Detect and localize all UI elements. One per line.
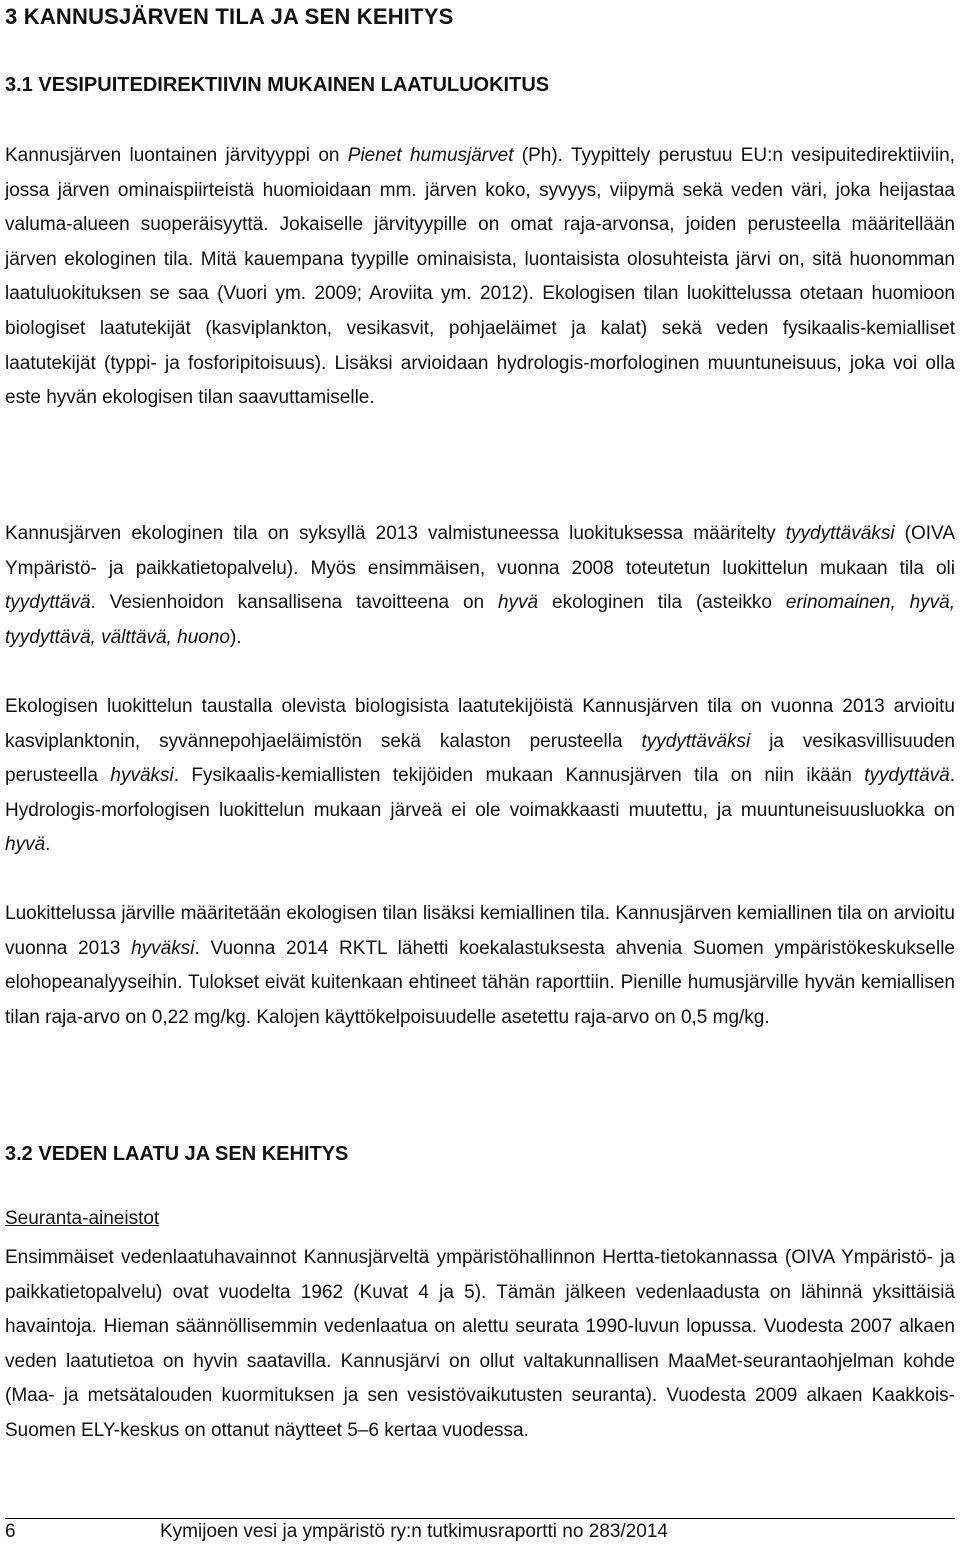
paragraph-1-text-a: Kannusjärven luontainen järvityyppi on bbox=[5, 145, 348, 166]
footer-text: Kymijoen vesi ja ympäristö ry:n tutkimusraportti no 283/2014 bbox=[160, 1521, 668, 1542]
paragraph-3-text-a: Ekologisen luokittelun taustalla olevista biologisista laatutekijöistä Kannusjärven tila on vuonna 2013 arvioitu kasviplanktonin, syvännepohjaeläimistön sekä kalaston perusteella bbox=[5, 696, 955, 752]
chapter-heading: 3 KANNUSJÄRVEN TILA JA SEN KEHITYS bbox=[5, 4, 454, 29]
paragraph-3-italic-c: tyydyttävä bbox=[864, 765, 950, 787]
subheading-seuranta-aineistot: Seuranta-aineistot bbox=[5, 1208, 160, 1229]
paragraph-5: Ensimmäiset vedenlaatuhavainnot Kannusjärveltä ympäristöhallinnon Hertta-tietokannassa (OIVA Ympäristö- ja paikkatietopalvelu) ovat vuodelta 1962 (Kuvat 4 ja 5). Tämän jälkeen vedenlaadusta on lähinnä yksittäisiä havaintoja. Hieman säännöllisemmin vedenlaatua on alettu seurata 1990-luvun lopussa. Vuodesta 2007 alkaen veden laatutietoa on hyvin saatavilla. Kannusjärvi on ollut valtakunnallisen MaaMet-seurantaohjelman kohde (Maa- ja metsätalouden kuormituksen ja sen vesistövaikutusten seuranta). Vuodesta 2009 alkaen Kaakkois-Suomen ELY-keskus on ottanut näytteet 5–6 kertaa vuodessa. bbox=[5, 1247, 955, 1441]
paragraph-3-text-d: . Hydrologis-morfologisen luokittelun mukaan järveä ei ole voimakkaasti muutettu, ja muuntuneisuusluokka on bbox=[5, 765, 956, 821]
paragraph-4-text-a: Luokittelussa järville määritetään ekologisen tilan lisäksi kemiallinen tila. Kannusjärven kemiallinen tila on arvioitu vuonna 2013 bbox=[5, 903, 955, 959]
paragraph-2-text-a: Kannusjärven ekologinen tila on syksyllä 2013 valmistuneessa luokituksessa määritelty bbox=[5, 523, 786, 544]
paragraph-4 bbox=[5, 897, 955, 1035]
paragraph-2-italic-b: tyydyttävä bbox=[5, 592, 91, 614]
page-number: 6 bbox=[5, 1521, 16, 1542]
paragraph-2-italic-a: tyydyttäväksi bbox=[785, 523, 895, 544]
footer-divider bbox=[5, 1518, 955, 1519]
paragraph-2-text-b: (OIVA Ympäristö- ja paikkatietopalvelu). Myös ensimmäisen, vuonna 2008 toteutetun luokittelun mukaan tila oli bbox=[5, 523, 955, 579]
paragraph-2 bbox=[5, 517, 955, 655]
paragraph-4-italic-a: hyväksi bbox=[131, 937, 195, 959]
section-heading-3-1: 3.1 VESIPUITEDIREKTIIVIN MUKAINEN LAATULUOKITUS bbox=[5, 74, 550, 96]
paragraph-3-italic-a: tyydyttäväksi bbox=[641, 730, 751, 752]
paragraph-2-text-e: ). bbox=[229, 626, 242, 648]
section-heading-3-2: 3.2 VEDEN LAATU JA SEN KEHITYS bbox=[5, 1143, 349, 1165]
paragraph-1-italic-a: Pienet humusjärvet bbox=[347, 145, 514, 166]
paragraph-2-text-d: ekologinen tila (asteikko bbox=[538, 592, 786, 614]
paragraph-2-italic-c: hyvä bbox=[497, 592, 539, 614]
paragraph-3-italic-d: hyvä bbox=[5, 834, 46, 856]
paragraph-3-italic-b: hyväksi bbox=[110, 765, 174, 787]
paragraph-3-text-b: ja vesikasvillisuuden perusteella bbox=[5, 730, 955, 787]
paragraph-3 bbox=[5, 690, 955, 863]
paragraph-4-text-b: . Vuonna 2014 RKTL lähetti koekalastuksesta ahvenia Suomen ympäristökeskukselle elohopeanalyyseihin. Tulokset eivät kuitenkaan ehtineet tähän raporttiin. Pienille humusjärville hyvän kemiallisen tilan raja-arvo on 0,22 mg/kg. Kalojen käyttökelpoisuudelle asetettu raja-arvo on 0,5 mg/kg. bbox=[5, 937, 955, 1028]
paragraph-2-italic-d: erinomainen, hyvä, tyydyttävä, välttävä, huono bbox=[5, 592, 956, 648]
paragraph-1 bbox=[5, 139, 955, 416]
paragraph-2-text-c: . Vesienhoidon kansallisena tavoitteena on bbox=[90, 592, 498, 614]
paragraph-1-text-b: (Ph). Tyypittely perustuu EU:n vesipuitedirektiiviin, jossa järven ominaispiirteistä huomioidaan mm. järven koko, syvyys, viipymä sekä veden väri, joka heijastaa valuma-alueen suoperäisyyttä. Jokaiselle järvityypille on omat raja-arvonsa, joiden perusteella määritellään järven ekologinen tila. Mitä kauempana tyypille ominaisista, luontaisista olosuhteista järvi on, sitä huonomman laatuluokituksen se saa (Vuori ym. 2009; Aroviita ym. 2012). Ekologisen tilan luokittelussa otetaan huomioon biologiset laatutekijät (kasviplankton, vesikasvit, pohjaeläimet ja kalat) sekä veden fysikaalis-kemialliset laatutekijät (typpi- ja fosforipitoisuus). Lisäksi arvioidaan hydrologis-morfologinen muuntuneisuus, joka voi olla este hyvän ekologisen tilan saavuttamiselle. bbox=[5, 145, 955, 409]
paragraph-3-text-e: . bbox=[45, 834, 51, 856]
paragraph-3-text-c: . Fysikaalis-kemiallisten tekijöiden mukaan Kannusjärven tila on niin ikään bbox=[173, 765, 865, 787]
